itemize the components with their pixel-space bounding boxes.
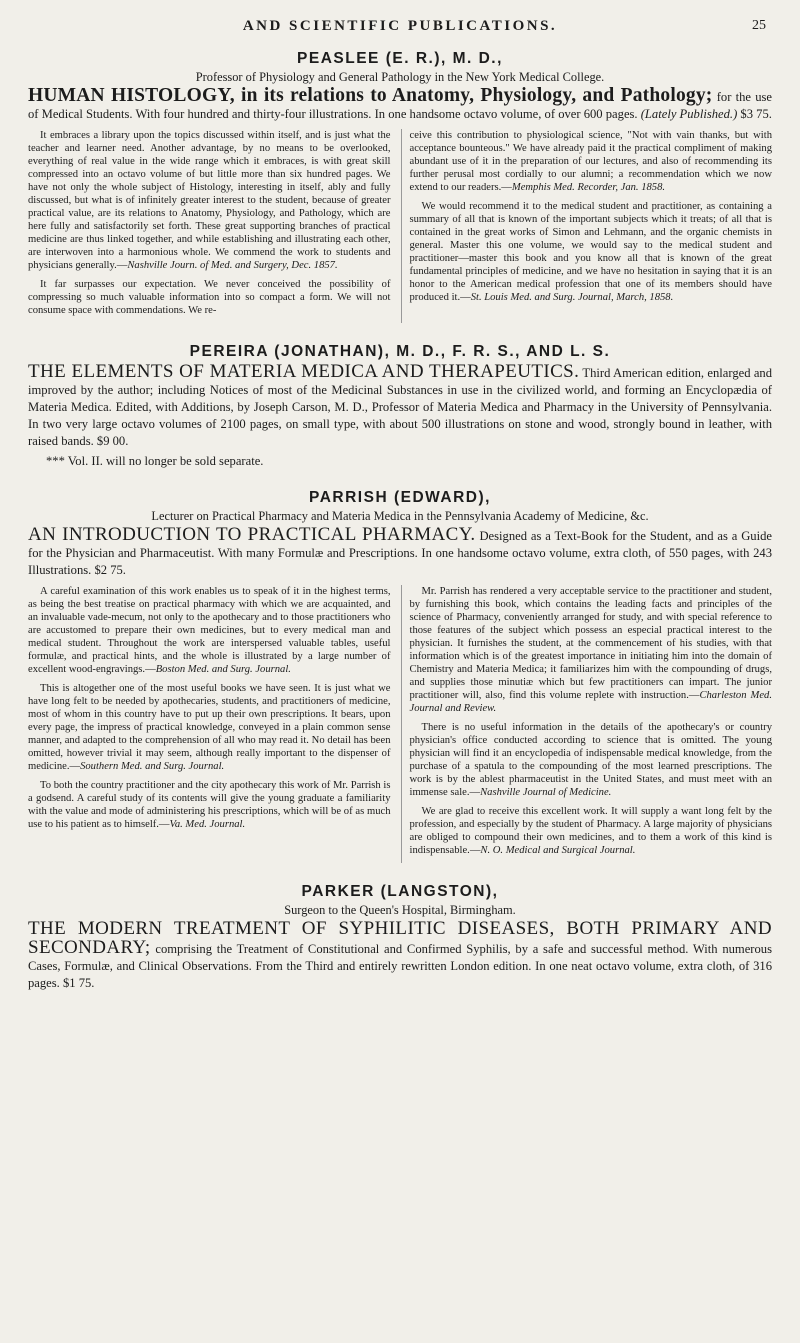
- book-description: [28, 526, 772, 579]
- running-title: AND SCIENTIFIC PUBLICATIONS.: [242, 18, 558, 34]
- book-description: [28, 363, 772, 450]
- entry-peaslee: [28, 50, 772, 323]
- review-text: It embraces a library upon the topics discussed within itself, and is just what the teacher and learner need. Another advantage, by no means to be overlooked, everything of real value in the wide range which it embraces, is with great skill compressed into an octavo volume of but little more than six hundred pages. We have not only the whole subject of Histology, interesting in itself, ably and fully discussed, but what is of infinitely greater interest to the student, because of greater practical value, are its relations to Anatomy, Physiology, and Pathology, which are here fully and satisfactorily set forth. These great supporting branches of practical medicine are thus linked together, and while establishing and illustrating each other, are interwoven into a harmonious whole. We commend the work to students and physicians generally.—Nashville Journ. of Med. and Surgery, Dec. 1857.: [28, 130, 391, 271]
- book-description: [28, 87, 772, 123]
- review-source: N. O. Medical and Surgical Journal.: [480, 845, 636, 856]
- book-details: comprising the Treatment of Constitutional and Confirmed Syphilis, by a safe and successful method. With numerous Cases, Formulæ, and Clinical Observations. From the Third and entirely rewritten London edition. In one neat octavo volume, extra cloth, of 316 pages. $1 75.: [28, 942, 772, 990]
- review-source: Charleston Med. Journal and Review.: [409, 690, 772, 714]
- book-title: HUMAN HISTOLOGY, in its relations to Anatomy, Physiology, and Pathology;: [28, 85, 713, 106]
- entry-parrish: [28, 489, 772, 863]
- author-name: PEREIRA (JONATHAN), M. D., F. R. S., AND L. S.: [189, 343, 611, 360]
- review-text: Mr. Parrish has rendered a very acceptable service to the practitioner and student, by furnishing this book, which contains the leading facts and principles of the science of Pharmacy, conveniently arranged for study, and with special reference to those features of the subject which possess an especial practical interest to the physician. It furnishes the student, at the commencement of his studies, with that information which is of the greatest importance in initiating him into the domain of Chemistry and Materia Medica; it familiarizes him with the compounding of drugs, and supplies those minutiæ which but few practitioners can impart. The junior practitioner will, also, find this volume replete with instruction.—Charleston Med. Journal and Review.: [409, 586, 772, 714]
- volume-note: *** Vol. II. will no longer be sold separate.: [46, 454, 264, 468]
- entry-pereira: [28, 343, 772, 469]
- author-name: PARKER (LANGSTON),: [301, 883, 499, 900]
- book-title: AN INTRODUCTION TO PRACTICAL PHARMACY.: [28, 524, 476, 545]
- reviews-left-column: [28, 585, 391, 863]
- review-source: Va. Med. Journal.: [169, 819, 246, 830]
- review-text: We are glad to receive this excellent work. It will supply a want long felt by the profession, and especially by the student of Pharmacy. A large majority of physicians are obliged to compound their own medicines, and to them a work of this kind is indispensable.—N. O. Medical and Surgical Journal.: [409, 806, 772, 856]
- review-source: Memphis Med. Recorder, Jan. 1858.: [511, 182, 666, 193]
- reviews-right-column: [401, 585, 773, 863]
- running-header: [28, 14, 772, 40]
- review-text: There is no useful information in the details of the apothecary's or country physician's office conducted according to science that is omitted. The young physician will find it an encyclopedia of indispensable medical knowledge, from the purchase of a spatula to the compounding of the most learned prescriptions. The work is by the ablest pharmaceutist in the United States, and must meet with an immense sale.—Nashville Journal of Medicine.: [409, 722, 772, 798]
- author-affiliation: Professor of Physiology and General Pathology in the New York Medical College.: [195, 70, 605, 84]
- book-title: THE ELEMENTS OF MATERIA MEDICA AND THERAPEUTICS.: [28, 361, 580, 382]
- review-text: ceive this contribution to physiological science, "Not with vain thanks, but with acceptance bounteous." We have already paid it the practical compliment of making abundant use of it in the preparation of our lectures, and also of recommending its further perusal most cordially to our alumni; a recommendation which we now extend to our readers.—Memphis Med. Recorder, Jan. 1858.: [409, 130, 772, 193]
- review-source: Nashville Journal of Medicine.: [480, 787, 612, 798]
- author-affiliation: Lecturer on Practical Pharmacy and Materia Medica in the Pennsylvania Academy of Medicine, &c.: [151, 509, 649, 523]
- book-details: Designed as a Text-Book for the Student, and as a Guide for the Physician and Pharmaceutist. With many Formulæ and Prescriptions. In one handsome octavo volume, extra cloth, of 550 pages, with 243 Illustrations. $2 75.: [28, 529, 772, 577]
- review-text: This is altogether one of the most useful books we have seen. It is just what we have long felt to be needed by apothecaries, students, and practitioners of medicine, most of whom in this country have to put up their own prescriptions. It bears, upon every page, the impress of practical knowledge, conveyed in a plain common sense manner, and adapted to the comprehension of all who may read it. No detail has been omitted, however trivial it may seem, although really important to the dispenser of medicine.—Southern Med. and Surg. Journal.: [28, 683, 391, 772]
- review-text: We would recommend it to the medical student and practitioner, as containing a summary of all that is known of the important subjects which it treats; of all that is contained in the great works of Simon and Lehmann, and the organic chemists in general. Master this one volume, we would say to the medical student and practitioner—master this book and you know all that is known of the great fundamental principles of medicine, and we have no hesitation in saying that it is an honor to the American medical profession that one of its members should have produced it.—St. Louis Med. and Surg. Journal, March, 1858.: [409, 201, 772, 303]
- review-source: Boston Med. and Surg. Journal.: [155, 664, 291, 675]
- review-source: Nashville Journ. of Med. and Surgery, Dec. 1857.: [127, 260, 338, 271]
- review-source: St. Louis Med. and Surg. Journal, March, 1858.: [470, 292, 674, 303]
- reviews: [28, 585, 772, 863]
- book-title: THE MODERN TREATMENT OF SYPHILITIC DISEASES, BOTH PRIMARY AND SECONDARY;: [28, 918, 772, 958]
- reviews-left-column: [28, 129, 391, 323]
- review-text: A careful examination of this work enables us to speak of it in the highest terms, as being the best treatise on practical pharmacy with which we are acquainted, and an invaluable vade-mecum, not only to the apothecary and to those practitioners who are accustomed to prepare their own medicines, but to every medical man and medical student. Throughout the work are interspersed valuable tables, useful formulæ, and practical hints, and the whole is illustrated by a large number of excellent wood-engravings.—Boston Med. and Surg. Journal.: [28, 586, 391, 675]
- book-description: [28, 920, 772, 992]
- review-source: Southern Med. and Surg. Journal.: [80, 761, 225, 772]
- book-price: $3 75.: [737, 107, 772, 121]
- reviews: [28, 129, 772, 323]
- book-details: for the use of Medical Students. With four hundred and thirty-four illustrations. In one handsome octavo volume, of over 600 pages.: [28, 90, 772, 121]
- reviews-right-column: [401, 129, 773, 323]
- author-name: PEASLEE (E. R.), M. D.,: [297, 50, 503, 67]
- publication-status: (Lately Published.): [640, 107, 738, 121]
- review-text: To both the country practitioner and the city apothecary this work of Mr. Parrish is a godsend. A careful study of its contents will give the young graduate a familiarity with the value and mode of administering his prescriptions, which will be of as much use to his patient as to himself.—Va. Med. Journal.: [28, 780, 391, 830]
- author-affiliation: Surgeon to the Queen's Hospital, Birmingham.: [284, 903, 516, 917]
- review-text: It far surpasses our expectation. We never conceived the possibility of compressing so much valuable information into so compact a form. We will not consume space with commendations. We re-: [28, 279, 391, 316]
- author-name: PARRISH (EDWARD),: [309, 489, 491, 506]
- book-details: Third American edition, enlarged and improved by the author; including Notices of most of the Medicinal Substances in use in the civilized world, and forming an Encyclopædia of Materia Medica. Edited, with Additions, by Joseph Carson, M. D., Professor of Materia Medica and Pharmacy in the University of Pennsylvania. In two very large octavo volumes of 2100 pages, on small type, with about 500 illustrations on stone and wood, strongly bound in leather, with raised bands. $9 00.: [28, 366, 772, 448]
- page-number: 25: [752, 18, 766, 33]
- entry-parker: [28, 883, 772, 992]
